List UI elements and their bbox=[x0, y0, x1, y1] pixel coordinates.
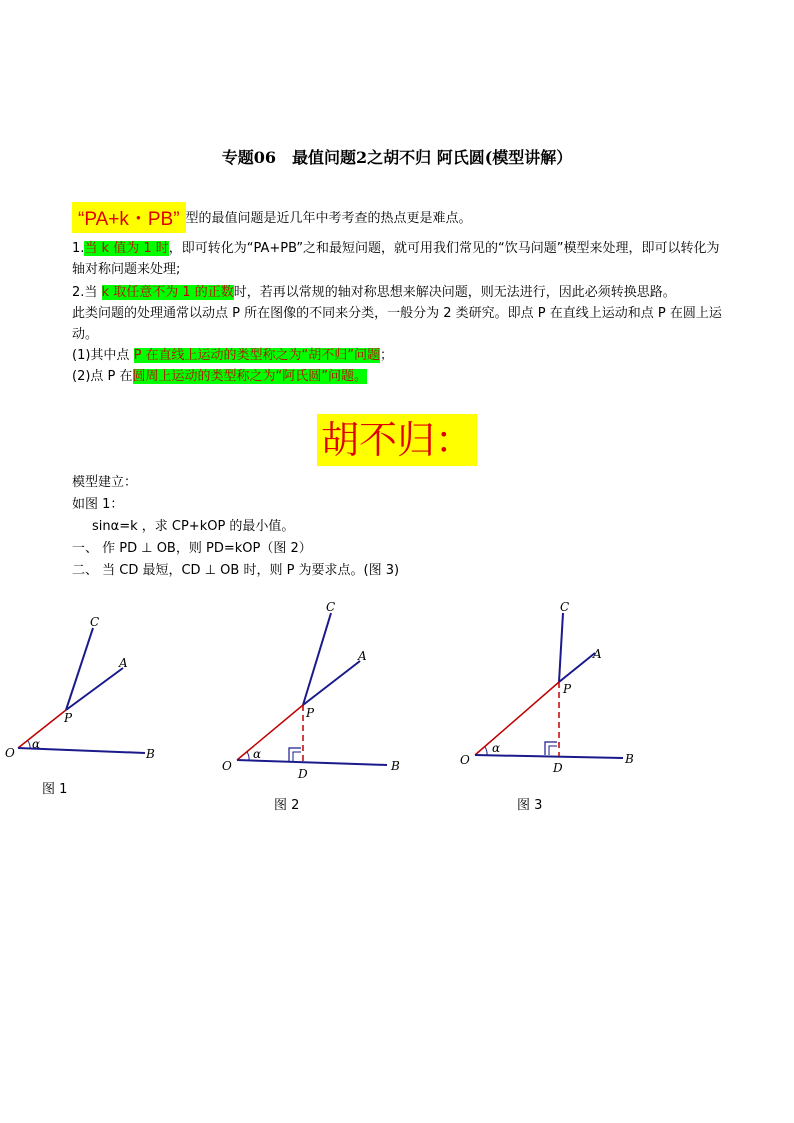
model-step-1: 一、 作 PD ⊥ OB，则 PD=kOP（图 2） bbox=[72, 541, 312, 556]
model-heading: 模型建立： bbox=[72, 475, 138, 490]
p2-text: 时，若再以常规的轴对称思想来解决问题，则无法进行，因此必须转换思路。 bbox=[233, 285, 676, 300]
label-o: O bbox=[5, 746, 15, 760]
label-c: C bbox=[90, 615, 100, 629]
label-p: P bbox=[563, 682, 572, 696]
model-fig-ref: 如图 1： bbox=[72, 497, 124, 512]
intro-text: 型的最值问题是近几年中考考查的热点更是难点。 bbox=[185, 211, 472, 226]
p5-prefix: (2)点 P 在 bbox=[72, 369, 133, 384]
caption-3: 图 3 bbox=[517, 798, 543, 813]
page-title: 专题06 最值问题2之胡不归 阿氏圆(模型讲解） bbox=[221, 148, 573, 167]
section-heading: 胡不归： bbox=[317, 414, 477, 466]
angle-arc bbox=[247, 752, 249, 760]
paragraph-4 bbox=[72, 345, 728, 366]
paragraph-3: 此类问题的处理通常以动点 P 所在图像的不同来分类，一般分为 2 类研究。即点 P 在直线上运动和点 P 在圆上运动。 bbox=[72, 306, 722, 342]
right-angle-mark-inner bbox=[549, 746, 557, 755]
label-b: B bbox=[391, 759, 400, 773]
label-a: A bbox=[119, 656, 128, 670]
paragraph-1 bbox=[72, 238, 728, 280]
figure-2 bbox=[215, 595, 410, 780]
model-step-2: 二、 当 CD 最短，CD ⊥ OB 时，则 P 为要求点。(图 3) bbox=[72, 563, 400, 578]
ray-pa bbox=[66, 668, 123, 710]
p4-highlight: P 在直线上运动的类型称之为“胡不归”问题 bbox=[133, 348, 381, 363]
ray-oc bbox=[303, 613, 331, 705]
model-section bbox=[72, 472, 399, 582]
label-a: A bbox=[358, 649, 367, 663]
label-o: O bbox=[460, 753, 470, 767]
caption-2: 图 2 bbox=[274, 798, 300, 813]
p2-prefix: 2.当 bbox=[72, 285, 102, 300]
caption-1: 图 1 bbox=[42, 782, 68, 797]
label-b: B bbox=[146, 747, 155, 761]
right-angle-mark bbox=[289, 748, 301, 761]
figure-1 bbox=[0, 610, 180, 770]
p1-text: ，即可转化为“PA+PB”之和最短问题，就可用我们常见的“饮马问题”模型来处理，即可以转化为轴对称问题来处理; bbox=[72, 241, 720, 277]
right-angle-mark-inner bbox=[293, 752, 301, 761]
figure-3 bbox=[455, 595, 645, 780]
p4-suffix: ； bbox=[380, 348, 394, 363]
p2-highlight: k 取任意不为 1 的正数 bbox=[101, 285, 234, 300]
paragraph-5 bbox=[72, 366, 728, 387]
segment-op bbox=[475, 682, 559, 755]
label-alpha: α bbox=[492, 741, 501, 755]
label-p: P bbox=[306, 706, 315, 720]
ray-pa bbox=[303, 661, 360, 705]
label-b: B bbox=[625, 752, 634, 766]
ray-pa bbox=[559, 653, 595, 682]
label-alpha: α bbox=[253, 747, 262, 761]
formula-badge: “PA+k・PB” bbox=[72, 202, 186, 233]
p1-prefix: 1. bbox=[72, 241, 85, 256]
label-alpha: α bbox=[32, 737, 41, 751]
angle-arc bbox=[485, 747, 487, 755]
label-d: D bbox=[553, 761, 563, 775]
ray-ob bbox=[475, 755, 623, 758]
label-a: A bbox=[593, 647, 602, 661]
segment-op bbox=[18, 710, 66, 748]
label-p: P bbox=[64, 711, 73, 725]
label-c: C bbox=[560, 600, 570, 614]
right-angle-mark bbox=[545, 742, 557, 755]
intro-line bbox=[72, 202, 472, 233]
segment-pc bbox=[559, 613, 563, 682]
paragraph-2 bbox=[72, 282, 728, 303]
label-d: D bbox=[298, 767, 308, 780]
model-given: sinα=k ，求 CP+kOP 的最小值。 bbox=[92, 519, 295, 534]
label-c: C bbox=[326, 600, 336, 614]
ray-oc bbox=[66, 628, 93, 710]
p1-highlight: 当 k 值为 1 时 bbox=[84, 241, 169, 256]
p5-highlight: 圆周上运动的类型称之为“阿氏圆”问题。 bbox=[132, 369, 368, 384]
label-o: O bbox=[222, 759, 232, 773]
p4-prefix: (1)其中点 bbox=[72, 348, 134, 363]
